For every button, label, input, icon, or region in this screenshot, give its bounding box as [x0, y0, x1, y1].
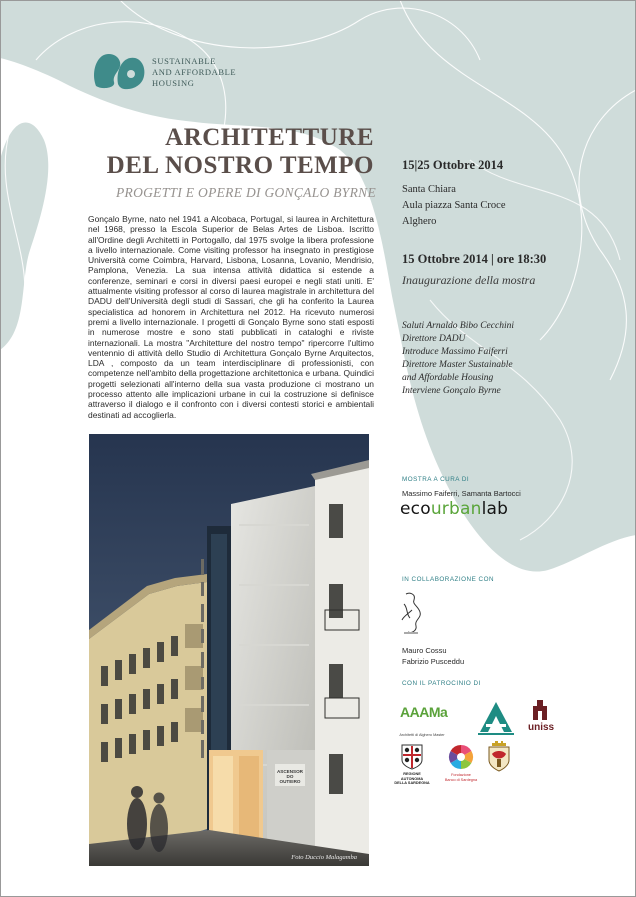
sah-logo-icon [92, 52, 148, 90]
patronage-label: CON IL PATROCINIO DI [402, 680, 481, 687]
exhibition-title [86, 124, 374, 180]
sign-line: DO [286, 774, 294, 779]
exhibition-dates: 15|25 Ottobre 2014 [402, 158, 504, 172]
collaborator-name: Fabrizio Pusceddu [402, 657, 465, 666]
aaama-logo: AAAMa [400, 704, 448, 720]
exhibition-subtitle: PROGETTI E OPERE DI GONÇALO BYRNE [115, 185, 376, 200]
collaborator-sketch-icon [400, 590, 426, 636]
venue-line: Aula piazza Santa Croce [402, 200, 506, 211]
fondazione-banco-sardegna-logo-icon [448, 744, 474, 770]
curated-label: MOSTRA A CURA DI [402, 476, 470, 483]
regione-caption-line: REGIONE AUTONOMA [400, 772, 424, 781]
sign-line: OUTEIRO [279, 779, 301, 784]
uniss-wordmark: uniss [528, 722, 555, 733]
program [402, 320, 514, 397]
fondazione-caption-line: Fondazione [451, 773, 471, 777]
program-line: and Affordable Housing [402, 372, 494, 383]
venue-line: Santa Chiara [402, 184, 456, 195]
sign-line: ASCENSOR [276, 769, 304, 774]
collaborators [402, 645, 464, 667]
program-line: Direttore DADU [402, 333, 466, 344]
title-line: ARCHITETTURE [165, 124, 374, 151]
photo-credit: Foto Duccio Malagamba [291, 854, 357, 861]
regione-sardegna-crest-icon [401, 744, 423, 770]
architects-order-logo-icon [476, 700, 516, 736]
title-line: DEL NOSTRO TEMPO [106, 152, 374, 179]
curators: Massimo Faiferri, Samanta Bartocci [402, 489, 521, 498]
building-photo [89, 434, 369, 866]
alghero-city-crest-icon [487, 740, 511, 772]
regione-caption-line: DELLA SARDEGNA [394, 781, 430, 785]
venue-line: Alghero [402, 216, 437, 227]
aaama-caption: Architetti di Alghero Master [399, 733, 445, 737]
eco-logo-part: eco [400, 499, 431, 519]
venue [402, 182, 506, 230]
regione-caption [392, 772, 432, 786]
collaborator-name: Mauro Cossu [402, 646, 447, 655]
program-line: Saluti Arnaldo Bibo Cecchini [402, 321, 514, 331]
inauguration-date: 15 Ottobre 2014 | ore 18:30 [402, 252, 547, 266]
logo-text-line: HOUSING [152, 78, 195, 88]
lab-logo-part: lab [481, 499, 509, 519]
program-line: Interviene Gonçalo Byrne [402, 385, 501, 396]
logo-text-line: SUSTAINABLE [152, 56, 217, 66]
fondazione-caption-line: Banco di Sardegna [444, 777, 478, 782]
inauguration-title: Inaugurazione della mostra [402, 273, 536, 287]
logo-text-line: AND AFFORDABLE [152, 67, 237, 77]
logo-text [152, 56, 236, 89]
building-illustration [89, 434, 369, 866]
fondazione-caption [441, 773, 481, 782]
urban-logo-part: urban [430, 499, 482, 519]
program-line: Direttore Master Sustainable [402, 359, 513, 370]
program-line: Introduce Massimo Faiferri [402, 346, 508, 357]
collaboration-label: IN COLLABORAZIONE CON [402, 576, 495, 583]
biography-text: Gonçalo Byrne, nato nel 1941 a Alcobaca, Portugal, si laurea in Architettura nel 1968, presso la Escola Superior de Belas Artes de Lisboa. Iscritto all'Ordine degli Architetti in Portogallo, dal 1975 svolge la libera professione a livello internazionale. Come visiting professor ha insegnato in prestigiose Università come Coimbra, Harvard, Lisbona, Losanna, Lovanio, Mendrisio, Pamplona, Venezia. La sua intensa attività didattica si estende a conferenze, seminari e corsi in diversi paesi europei e negli stati uniti. E' attualmente visiting professor al corso di laurea magistrale in architettura del DADU dell'Università degli studi di Sassari, che gli ha conferito la Laurea specialistica ad honorem in Architettura nel 2012. Ha ricevuto numerosi premi a livello internazionale. I progetti di Gonçalo Byrne sono stati esposti in numerose mostre e sono stati pubblicati in cataloghi e riviste internazionali. La mostra "Architetture del nostro tempo" ripercorre l'ultimo ventennio di attività dello Studio di Architettura Gonçalo Byrne Arquitectos, LDA , composto da un team interdisciplinare di professionisti, con competenze nell'ambito della progettazione architettonica e urbana. Quindici progetti selezionati all'interno della sua vasta produzione ci mostrano un processo attento alle implicazioni urbane in cui la costruzione si definisce attraverso il dialogo e il confronto con i diversi contesti storici e ambientali destinati ad accoglierla. [88, 214, 374, 420]
ecourbanlab-logo [400, 499, 508, 519]
uniss-logo-icon [532, 700, 548, 720]
